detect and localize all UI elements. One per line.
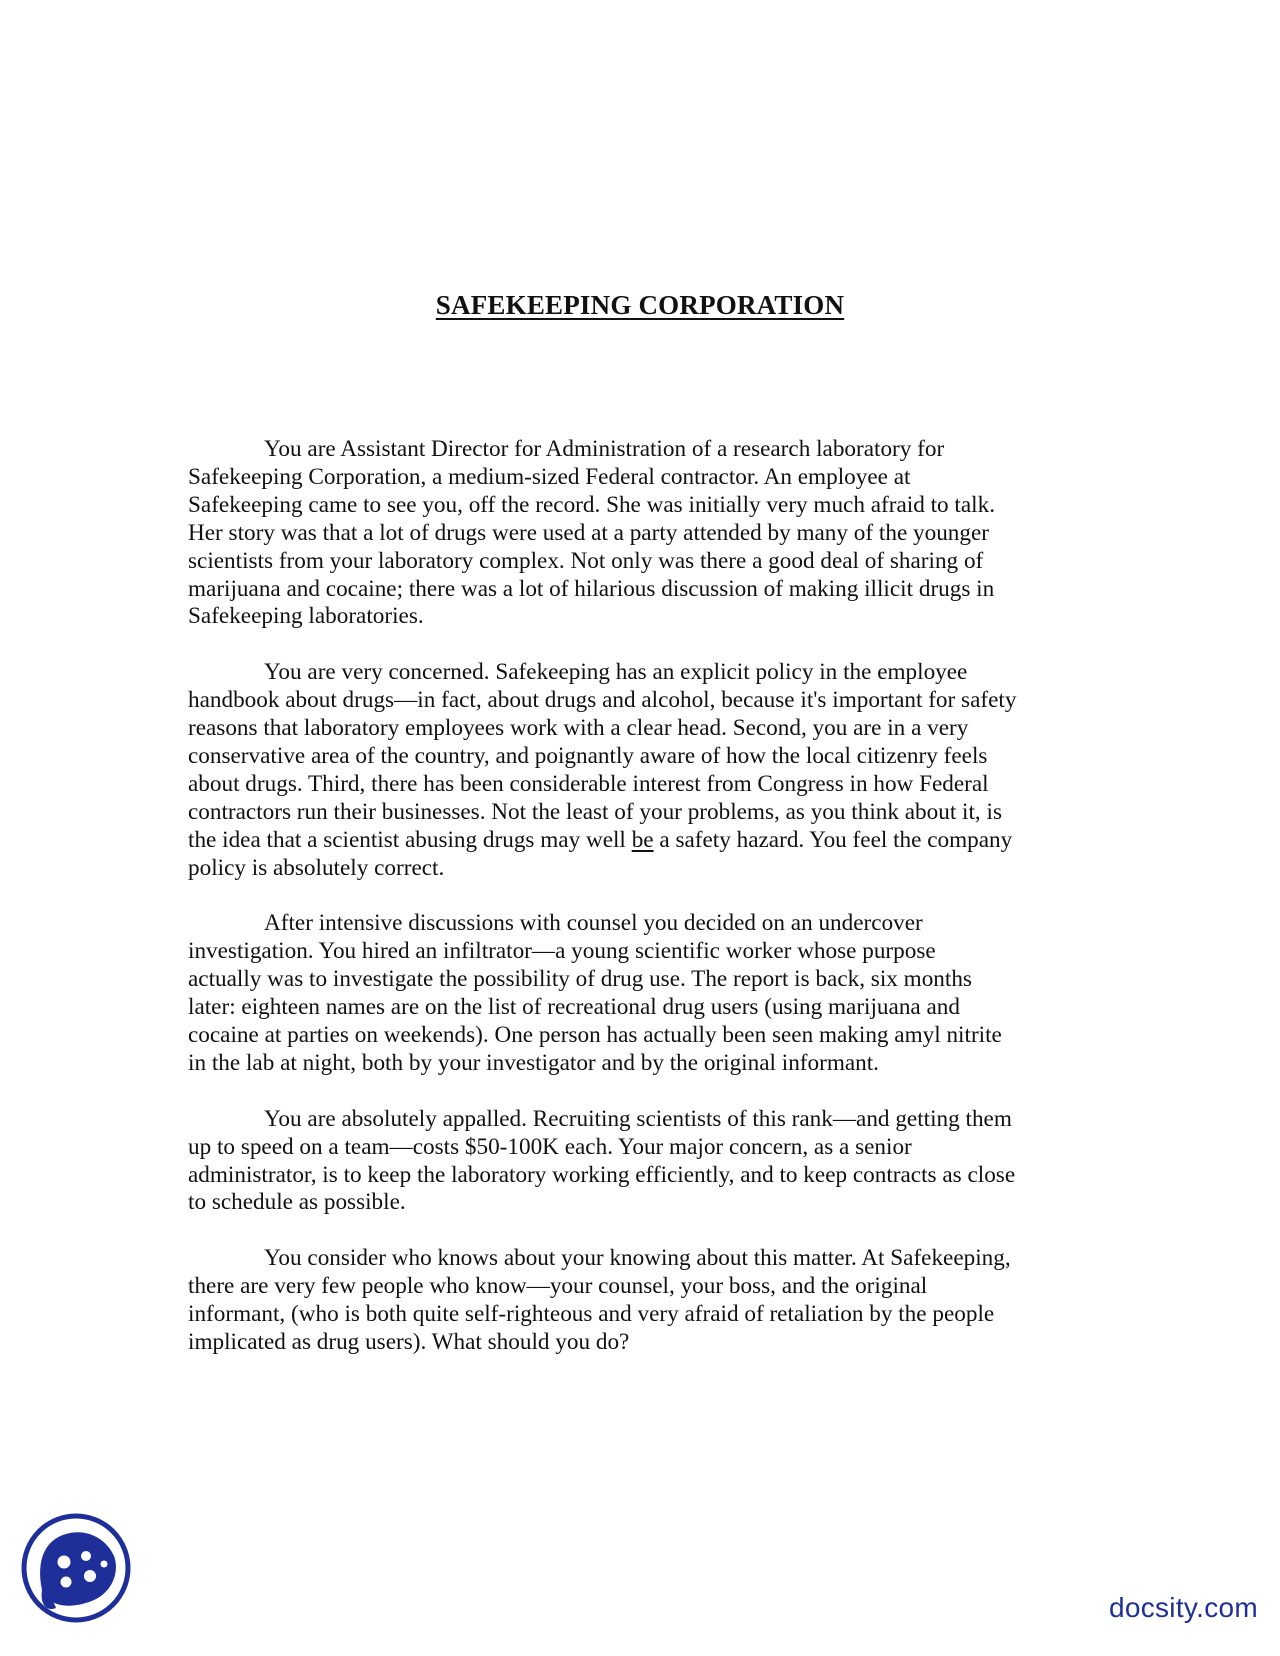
paragraph-line: After intensive discussions with counsel you decided on an undercover: [264, 910, 923, 937]
paragraph-line: later: eighteen names are on the list of recreational drug users (using marijuana and: [188, 994, 960, 1021]
paragraph-line: conservative area of the country, and poignantly aware of how the local citizenry feels: [188, 742, 988, 769]
document-body: [188, 436, 1098, 1385]
paragraph-5: [188, 1245, 1098, 1357]
paragraph-line: marijuana and cocaine; there was a lot of hilarious discussion of making illicit drugs in: [188, 575, 995, 602]
paragraph-2: [188, 659, 1098, 882]
document-title-text: SAFEKEEPING CORPORATION: [435, 290, 845, 320]
underlined-word: be: [631, 826, 654, 853]
paragraph-line: You are absolutely appalled. Recruiting scientists of this rank—and getting them: [264, 1105, 1012, 1132]
docsity-logo-icon[interactable]: [20, 1512, 132, 1624]
paragraph-line: You consider who knows about your knowing about this matter. At Safekeeping,: [264, 1245, 1011, 1272]
paragraph-line: [188, 827, 1098, 855]
paragraph-line: informant, (who is both quite self-righteous and very afraid of retaliation by the people: [188, 1301, 995, 1328]
paragraph-line: implicated as drug users). What should you do?: [188, 1328, 630, 1355]
paragraph-line: there are very few people who know—your counsel, your boss, and the original: [188, 1273, 928, 1300]
paragraph-line: actually was to investigate the possibility of drug use. The report is back, six months: [188, 966, 972, 993]
paragraph-line: handbook about drugs—in fact, about drugs and alcohol, because it's important for safety: [188, 687, 1017, 714]
document-title: [0, 290, 1280, 321]
paragraph-line: Her story was that a lot of drugs were used at a party attended by many of the younger: [188, 519, 990, 546]
paragraph-1: [188, 436, 1098, 631]
paragraph-4: [188, 1106, 1098, 1218]
paragraph-line: Safekeeping Corporation, a medium-sized Federal contractor. An employee at: [188, 463, 911, 490]
paragraph-line: Safekeeping laboratories.: [188, 603, 424, 630]
paragraph-line: policy is absolutely correct.: [188, 854, 445, 881]
paragraph-line: Safekeeping came to see you, off the record. She was initially very much afraid to talk.: [188, 491, 995, 518]
paragraph-3: [188, 910, 1098, 1077]
paragraph-line: cocaine at parties on weekends). One person has actually been seen making amyl nitrite: [188, 1022, 1002, 1048]
paragraph-line: investigation. You hired an infiltrator—a young scientific worker whose purpose: [188, 938, 936, 965]
line-segment: the idea that a scientist abusing drugs may well: [188, 826, 632, 853]
paragraph-line: about drugs. Third, there has been considerable interest from Congress in how Federal: [188, 770, 989, 797]
docsity-brand-link[interactable]: docsity.com: [1108, 1592, 1258, 1623]
paragraph-line: scientists from your laboratory complex. Not only was there a good deal of sharing of: [188, 547, 984, 574]
paragraph-line: in the lab at night, both by your investigator and by the original informant.: [188, 1049, 879, 1076]
paragraph-line: You are very concerned. Safekeeping has an explicit policy in the employee: [264, 659, 968, 686]
paragraph-line: up to speed on a team—costs $50-100K each. Your major concern, as a senior: [188, 1133, 912, 1160]
line-segment: a safety hazard. You feel the company: [653, 826, 1013, 853]
paragraph-line: administrator, is to keep the laboratory working efficiently, and to keep contracts as close: [188, 1161, 1016, 1188]
paragraph-line: to schedule as possible.: [188, 1189, 406, 1216]
docsity-logo-icon: [20, 1512, 132, 1624]
paragraph-line: reasons that laboratory employees work with a clear head. Second, you are in a very: [188, 715, 969, 742]
paragraph-line: contractors run their businesses. Not the least of your problems, as you think about it, is: [188, 798, 1002, 825]
paragraph-line: You are Assistant Director for Administration of a research laboratory for: [264, 436, 945, 462]
